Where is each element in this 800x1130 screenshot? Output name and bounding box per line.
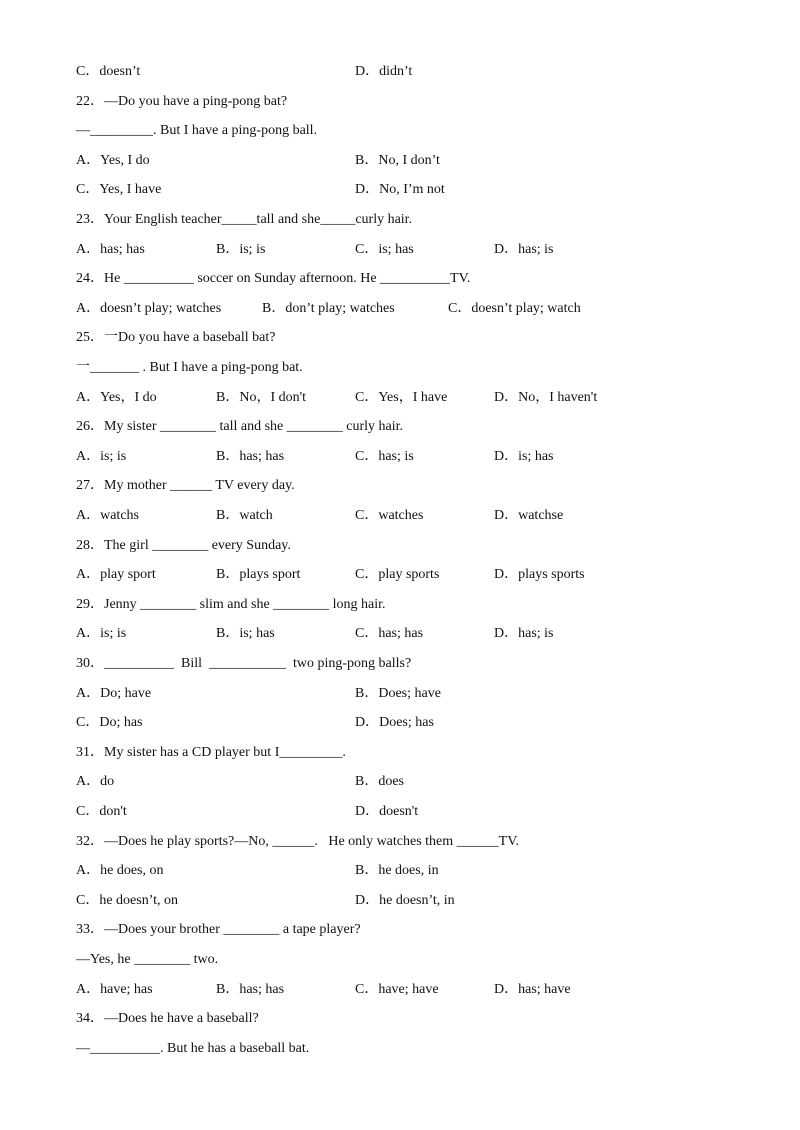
answer-option: C．Yes, I have [76,182,162,197]
answer-option: D．didn’t [355,64,413,79]
question-line: 24．He __________ soccer on Sunday afternoon. He __________TV. [76,271,471,286]
answer-option: D．watchse [494,508,564,523]
options-row [76,892,760,910]
question-line: 26．My sister ________ tall and she ________ curly hair. [76,419,404,434]
answer-option: B．is; has [216,626,275,641]
question-line: 32．—Does he play sports?—No, ______. He only watches them ______TV. [76,834,520,849]
answer-option: B．he does, in [355,863,439,878]
options-row [76,507,760,525]
answer-option: A．Yes, I do [76,153,150,168]
options-row [76,981,760,999]
options-row [76,389,760,407]
answer-option: B．plays sport [216,567,301,582]
answer-option: A．Do; have [76,686,152,701]
answer-option: C．doesn’t [76,64,141,79]
question-line: 33．—Does your brother ________ a tape player? [76,922,361,937]
answer-option: A．have; has [76,982,153,997]
answer-option: B．watch [216,508,273,523]
answer-option: D．is; has [494,449,554,464]
options-row [76,152,760,170]
answer-option: B．does [355,774,404,789]
answer-option: C．play sports [355,567,440,582]
answer-option: D．has; is [494,626,554,641]
answer-option: D．has; have [494,982,571,997]
answer-option: C．he doesn’t, on [76,893,179,908]
answer-option: B．don’t play; watches [262,301,395,316]
answer-option: D．Does; has [355,715,434,730]
question-line: 27．My mother ______ TV every day. [76,478,295,493]
answer-option: D．has; is [494,242,554,257]
options-row [76,63,760,81]
answer-option: A．is; is [76,449,127,464]
options-row [76,862,760,880]
answer-option: C．has; is [355,449,414,464]
answer-option: C．don't [76,804,127,819]
options-row [76,448,760,466]
answer-option: B．has; has [216,982,285,997]
question-line: —__________. But he has a baseball bat. [76,1041,310,1056]
answer-option: D．No, I’m not [355,182,445,197]
question-line: 23．Your English teacher_____tall and she_____curly hair. [76,212,413,227]
question-line: 一_______ . But I have a ping-pong bat. [76,360,303,375]
answer-option: D．plays sports [494,567,585,582]
question-line: —Yes, he ________ two. [76,952,219,967]
options-row [76,181,760,199]
options-row [76,625,760,643]
question-line: 29．Jenny ________ slim and she ________ long hair. [76,597,386,612]
options-row [76,566,760,584]
question-line: —_________. But I have a ping-pong ball. [76,123,318,138]
answer-option: C．is; has [355,242,414,257]
answer-option: C．has; has [355,626,424,641]
answer-option: D．he doesn’t, in [355,893,455,908]
options-row [76,773,760,791]
answer-option: A．is; is [76,626,127,641]
options-row [76,803,760,821]
options-row [76,300,760,318]
answer-option: A．watchs [76,508,139,523]
answer-option: B．is; is [216,242,266,257]
question-line: 28．The girl ________ every Sunday. [76,538,291,553]
answer-option: B．No，I don't [216,390,307,405]
answer-option: A．Yes，I do [76,390,157,405]
question-line: 34．—Does he have a baseball? [76,1011,259,1026]
answer-option: B．Does; have [355,686,441,701]
answer-option: C．Yes，I have [355,390,448,405]
options-row [76,714,760,732]
answer-option: B．No, I don’t [355,153,440,168]
question-line: 31．My sister has a CD player but I_________. [76,745,346,760]
answer-option: D．doesn't [355,804,419,819]
answer-option: C．have; have [355,982,439,997]
options-row [76,685,760,703]
answer-option: A．do [76,774,115,789]
answer-option: C．watches [355,508,424,523]
question-line: 25．一Do you have a baseball bat? [76,330,276,345]
answer-option: A．has; has [76,242,145,257]
answer-option: B．has; has [216,449,285,464]
answer-option: A．doesn’t play; watches [76,301,222,316]
options-row [76,241,760,259]
answer-option: C．doesn’t play; watch [448,301,581,316]
question-line: 22．—Do you have a ping-pong bat? [76,94,288,109]
answer-option: C．Do; has [76,715,143,730]
answer-option: A．play sport [76,567,156,582]
answer-option: D．No，I haven't [494,390,598,405]
answer-option: A．he does, on [76,863,164,878]
question-line: 30．__________ Bill ___________ two ping-pong balls? [76,656,412,671]
